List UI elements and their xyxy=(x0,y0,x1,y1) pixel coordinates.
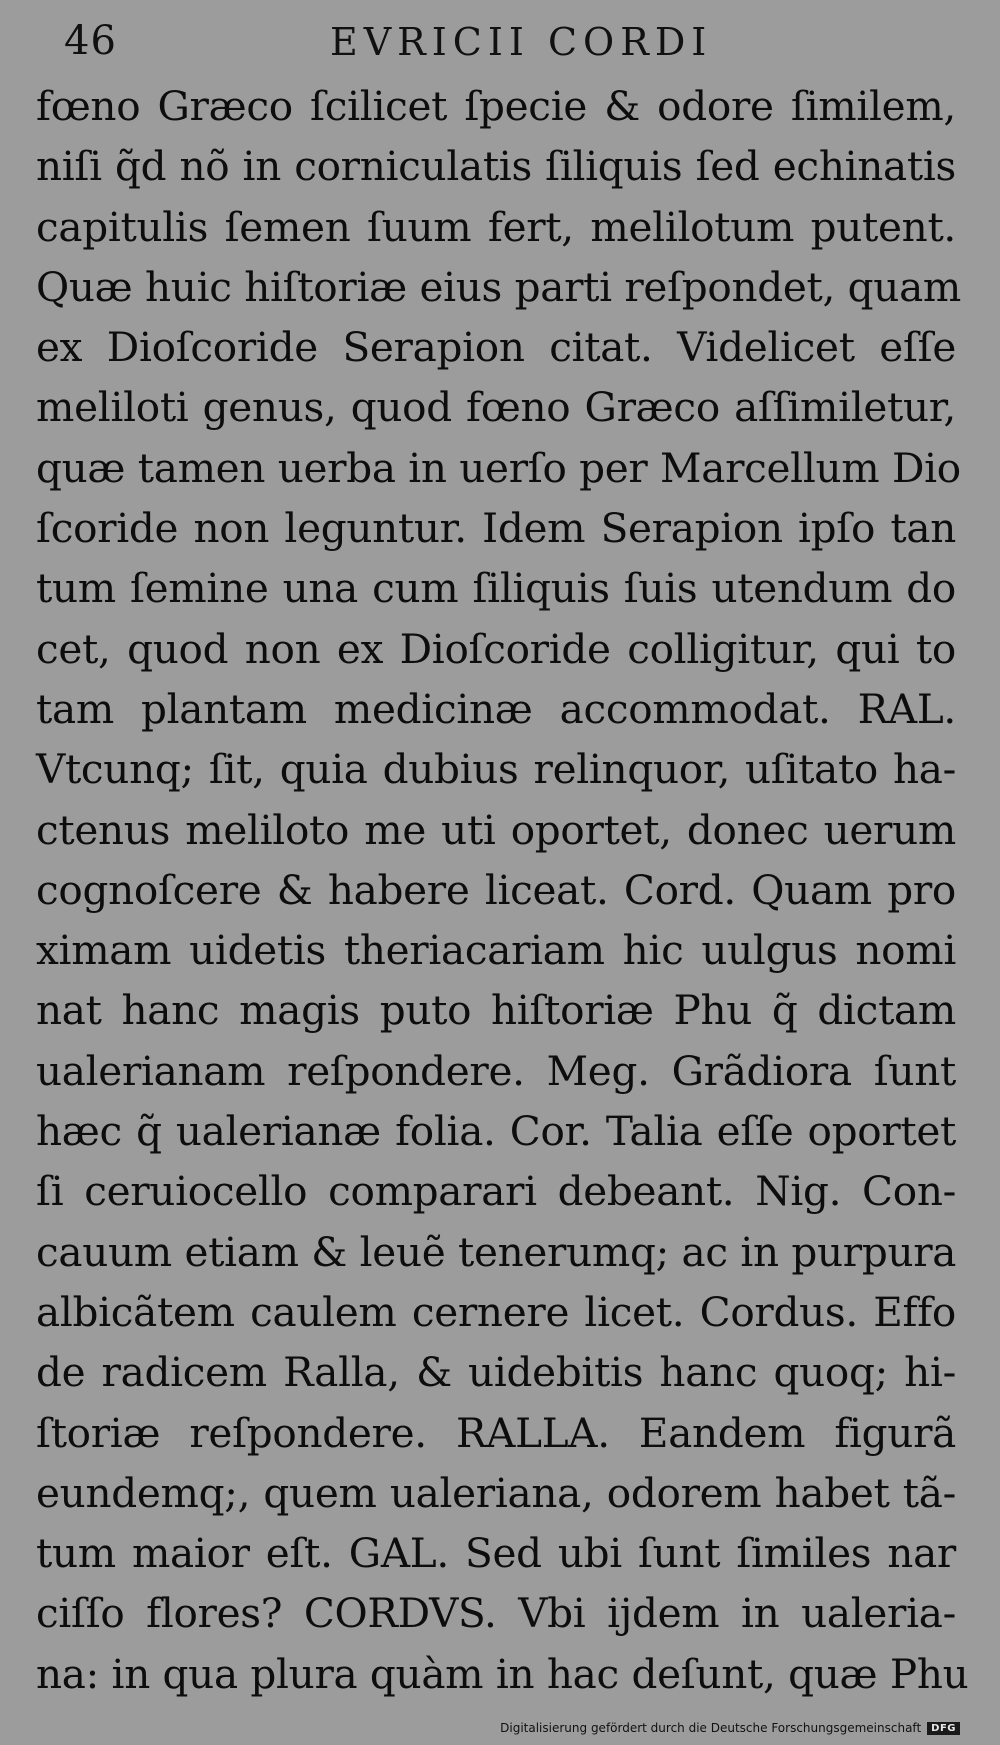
text-line: eundemq;, quem ualeriana, odorem habet tã- xyxy=(36,1468,956,1517)
text-line: tam plantam medicinæ accommodat. RAL. xyxy=(36,684,956,733)
text-line: tum ſemine una cum ſiliquis ſuis utendum do xyxy=(36,564,956,613)
text-line: ſtoriæ reſpondere. RALLA. Eandem figurã xyxy=(36,1408,956,1457)
text-line: fœno Græco ſcilicet ſpecie & odore ſimilem, xyxy=(36,82,956,130)
text-line: nat hanc magis puto hiſtoriæ Phu q̃ dictam xyxy=(36,986,956,1035)
text-line: cet, quod non ex Dioſcoride colligitur, qui to xyxy=(36,624,956,673)
body-text xyxy=(36,76,969,1704)
text-line: ximam uidetis theriacariam hic uulgus nomi xyxy=(36,926,956,975)
digitization-credit: Digitalisierung gefördert durch die Deutsche Forschungsgemeinschaft xyxy=(500,1721,922,1735)
dfg-logo: DFG xyxy=(927,1722,960,1735)
text-line: capitulis ſemen ſuum fert, melilotum putent. xyxy=(36,202,956,251)
text-line: cauum etiam & leuẽ tenerumq; ac in purpura xyxy=(36,1227,957,1276)
digitization-footer xyxy=(500,1721,960,1735)
text-line: meliloti genus, quod fœno Græco aſſimiletur, xyxy=(36,383,956,432)
text-line: albicãtem caulem cernere licet. Cordus. Effo xyxy=(36,1287,956,1336)
text-line: quæ tamen uerba in uerſo per Marcellum Dio xyxy=(36,443,961,492)
text-line: cognoſcere & habere liceat. Cord. Quam pro xyxy=(36,865,956,914)
text-line: ſcoride non leguntur. Idem Serapion ipſo tan xyxy=(36,504,956,553)
text-line: ſi ceruiocello comparari debeant. Nig. Con- xyxy=(36,1167,956,1216)
page-number: 46 xyxy=(64,18,117,64)
text-line: ualerianam reſpondere. Meg. Grãdiora ſunt xyxy=(36,1046,956,1095)
text-line: hæc q̃ ualerianæ folia. Cor. Talia eſſe oportet xyxy=(36,1107,956,1156)
text-line: de radicem Ralla, & uidebitis hanc quoq; hi- xyxy=(36,1348,956,1397)
text-line: niſi q̃d nõ in corniculatis ſiliquis ſed echinatis xyxy=(36,142,956,191)
text-line: na: in qua plura quàm in hac deſunt, quæ Phu xyxy=(36,1649,969,1698)
text-line: Vtcunq; ſit, quia dubius relinquor, uſitato ha- xyxy=(36,745,956,794)
page-header xyxy=(60,18,940,66)
text-line: ex Dioſcoride Serapion citat. Videlicet eſſe xyxy=(36,323,956,372)
text-line: tum maior eſt. GAL. Sed ubi ſunt ſimiles nar xyxy=(36,1529,956,1578)
text-line: ciſſo flores? CORDVS. Vbi ijdem in ualeria- xyxy=(36,1589,956,1638)
text-line: ctenus meliloto me uti oportet, donec uerum xyxy=(36,805,956,854)
running-head: EVRICII CORDI xyxy=(330,20,713,64)
text-line: Quæ huic hiſtoriæ eius parti reſpondet, quam xyxy=(36,262,962,311)
